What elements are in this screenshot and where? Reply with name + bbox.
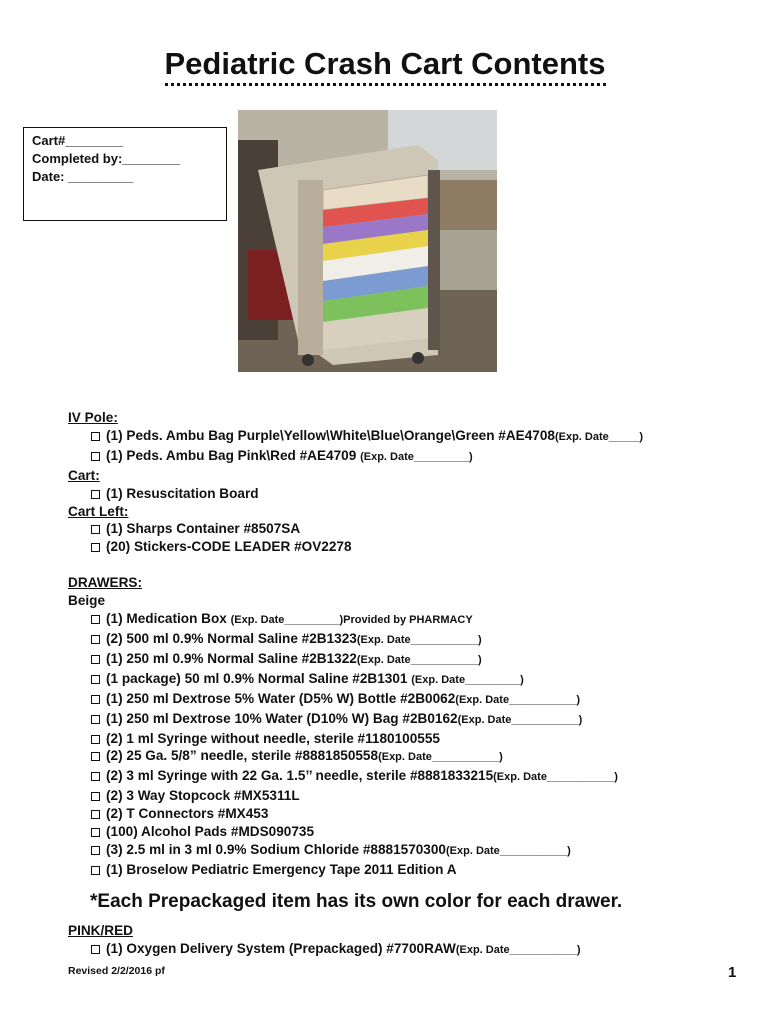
checkbox[interactable] — [91, 490, 100, 499]
date-field: Date: _________ — [32, 169, 134, 184]
prepackaged-note: *Each Prepackaged item has its own color for each drawer. — [90, 890, 623, 912]
checkbox[interactable] — [91, 828, 100, 837]
checkbox[interactable] — [91, 752, 100, 761]
list-item: (1) Resuscitation Board — [68, 485, 758, 503]
list-item: (2) 3 Way Stopcock #MX5311L — [68, 787, 758, 805]
checkbox[interactable] — [91, 655, 100, 664]
crash-cart-photo — [238, 110, 497, 372]
cart-info-box — [23, 127, 227, 221]
section-pink-red: PINK/RED — [68, 922, 133, 938]
checkbox[interactable] — [91, 543, 100, 552]
section-drawers: DRAWERS: — [68, 575, 143, 591]
section-iv-pole: IV Pole: — [68, 410, 118, 425]
checkbox[interactable] — [91, 810, 100, 819]
cart-number-field: Cart#________ — [32, 133, 124, 148]
revision-footer: Revised 2/2/2016 pf — [68, 965, 165, 977]
page-title-text: Pediatric Crash Cart Contents — [165, 46, 606, 86]
checkbox[interactable] — [91, 866, 100, 875]
list-item: (1) 250 ml 0.9% Normal Saline #2B1322(Exp. Date___________) — [68, 650, 758, 670]
contents-list — [68, 409, 758, 959]
list-item: (1) Sharps Container #8507SA — [68, 520, 758, 538]
list-item: (1 package) 50 ml 0.9% Normal Saline #2B1301 (Exp. Date_________) — [68, 670, 758, 690]
checkbox[interactable] — [91, 846, 100, 855]
crash-cart-illustration — [238, 110, 497, 372]
checkbox[interactable] — [91, 945, 100, 954]
checkbox[interactable] — [91, 715, 100, 724]
list-item: (2) 25 Ga. 5/8” needle, sterile #8881850558(Exp. Date___________) — [68, 747, 758, 767]
list-item: (2) 3 ml Syringe with 22 Ga. 1.5’’ needle, sterile #8881833215(Exp. Date___________) — [68, 767, 758, 787]
list-item: (2) T Connectors #MX453 — [68, 805, 758, 823]
list-item: (1) Oxygen Delivery System (Prepackaged) #7700RAW(Exp. Date___________) — [68, 940, 758, 960]
checkbox[interactable] — [91, 792, 100, 801]
checkbox[interactable] — [91, 695, 100, 704]
section-beige: Beige — [68, 593, 106, 609]
list-item: (1) Peds. Ambu Bag Purple\Yellow\White\Blue\Orange\Green #AE4708(Exp. Date_____) — [68, 427, 758, 447]
checkbox[interactable] — [91, 432, 100, 441]
list-item: (1) Broselow Pediatric Emergency Tape 2011 Edition A — [68, 861, 758, 879]
checkbox[interactable] — [91, 675, 100, 684]
list-item: (1) 250 ml Dextrose 5% Water (D5% W) Bottle #2B0062(Exp. Date___________) — [68, 690, 758, 710]
checkbox[interactable] — [91, 635, 100, 644]
checkbox[interactable] — [91, 452, 100, 461]
list-item: (1) Peds. Ambu Bag Pink\Red #AE4709 (Exp. Date_________) — [68, 447, 758, 467]
cart-drawers — [323, 175, 428, 350]
section-cart: Cart: — [68, 467, 100, 483]
checkbox[interactable] — [91, 772, 100, 781]
list-item: (20) Stickers-CODE LEADER #OV2278 — [68, 538, 758, 556]
checkbox[interactable] — [91, 735, 100, 744]
page-number: 1 — [728, 964, 737, 981]
checkbox[interactable] — [91, 525, 100, 534]
list-item: (3) 2.5 ml in 3 ml 0.9% Sodium Chloride #8881570300(Exp. Date___________) — [68, 841, 758, 861]
list-item: (1) 250 ml Dextrose 10% Water (D10% W) Bag #2B0162(Exp. Date___________) — [68, 710, 758, 730]
checkbox[interactable] — [91, 615, 100, 624]
list-item: (2) 500 ml 0.9% Normal Saline #2B1323(Exp. Date___________) — [68, 630, 758, 650]
completed-by-field: Completed by:________ — [32, 151, 181, 166]
list-item: (1) Medication Box (Exp. Date_________)Provided by PHARMACY — [68, 610, 758, 630]
section-cart-left: Cart Left: — [68, 503, 129, 519]
list-item: (100) Alcohol Pads #MDS090735 — [68, 823, 758, 841]
list-item: (2) 1 ml Syringe without needle, sterile #1180100555 — [68, 730, 758, 748]
page-title — [0, 46, 770, 82]
